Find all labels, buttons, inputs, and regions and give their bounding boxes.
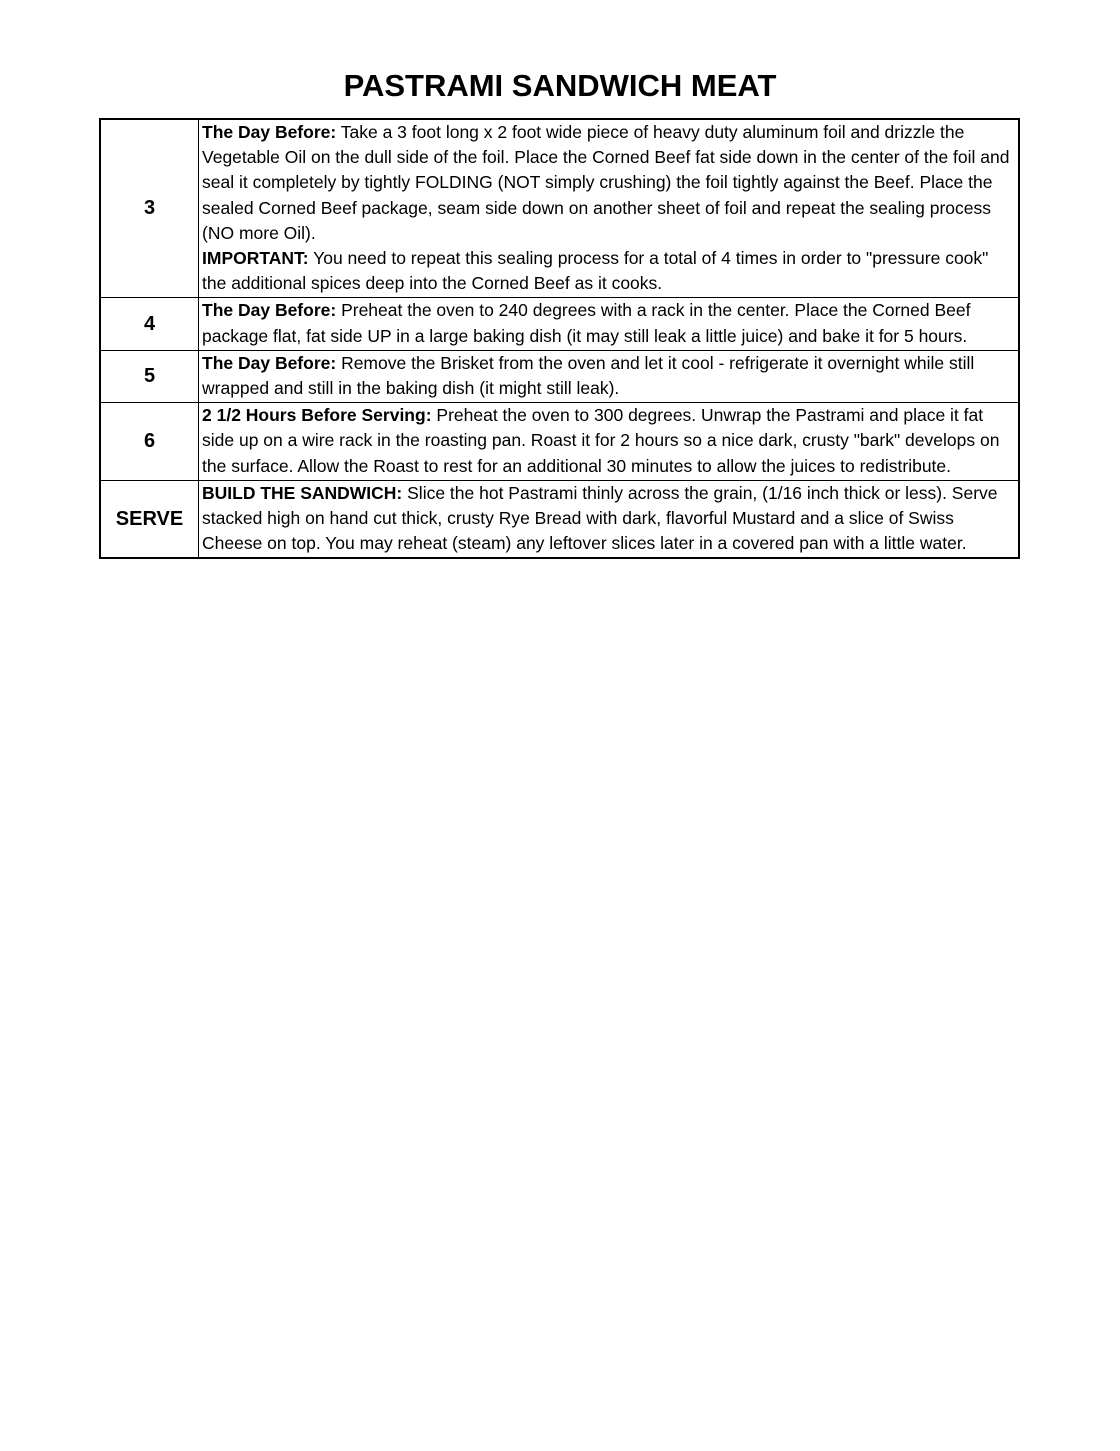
step-label: IMPORTANT:: [202, 248, 309, 269]
recipe-steps-table: [99, 118, 1020, 559]
step-row: [100, 480, 1019, 558]
step-paragraph: [202, 481, 1016, 557]
step-body: Preheat the oven to 240 degrees with a rack in the center. Place the Corned Beef package flat, fat side UP in a large baking dish (it may still leak a little juice) and bake it for 5 hours.: [202, 300, 971, 346]
step-instructions: [199, 350, 1020, 402]
step-label: The Day Before:: [202, 122, 337, 142]
step-number: 5: [100, 350, 199, 402]
step-paragraph: [202, 351, 1016, 401]
step-row: [100, 350, 1019, 402]
step-label: The Day Before:: [202, 352, 337, 373]
step-body: Slice the hot Pastrami thinly across the grain, (1/16 inch thick or less). Serve stacked high on hand cut thick, crusty Rye Bread with dark, flavorful Mustard and a slice of Swiss Cheese on top. You may reheat (steam) any leftover slices later in a covered pan with a little water.: [202, 482, 998, 554]
step-paragraph: [202, 246, 1016, 296]
step-row: [100, 298, 1019, 350]
step-label: 2 1/2 Hours Before Serving:: [202, 405, 432, 426]
step-row: [100, 403, 1019, 481]
step-body: Preheat the oven to 300 degrees. Unwrap the Pastrami and place it fat side up on a wire rack in the roasting pan. Roast it for 2 hours so a nice dark, crusty "bark" develops on the surface. Allow the Roast to rest for an additional 30 minutes to allow the juices to redistribute.: [202, 405, 1000, 476]
step-paragraph: [202, 298, 1016, 348]
step-paragraph: [202, 120, 1016, 246]
step-row: [100, 119, 1019, 298]
step-instructions: [199, 403, 1020, 481]
page-title: PASTRAMI SANDWICH MEAT: [343, 68, 777, 103]
step-number: 3: [100, 119, 199, 298]
step-instructions: [199, 119, 1020, 298]
step-number: 4: [100, 298, 199, 350]
step-body: You need to repeat this sealing process for a total of 4 times in order to "pressure cook" the additional spices deep into the Corned Beef as it cooks.: [202, 248, 989, 294]
step-paragraph: [202, 403, 1016, 479]
step-number: SERVE: [100, 480, 199, 558]
step-instructions: [199, 480, 1020, 558]
step-label: BUILD THE SANDWICH:: [202, 482, 403, 503]
step-body: Remove the Brisket from the oven and let it cool - refrigerate it overnight while still wrapped and still in the baking dish (it might still leak).: [202, 352, 975, 399]
step-instructions: [199, 298, 1020, 350]
step-label: The Day Before:: [202, 300, 337, 321]
step-number: 6: [100, 403, 199, 481]
step-body: Take a 3 foot long x 2 foot wide piece of heavy duty aluminum foil and drizzle the Vegetable Oil on the dull side of the foil. Place the Corned Beef fat side down in the center of the foil and seal it completely by tightly FOLDING (NOT simply crushing) the foil tightly against the Beef. Place the sealed Corned Beef package, seam side down on another sheet of foil and repeat the sealing process (NO more Oil).: [202, 122, 1010, 243]
